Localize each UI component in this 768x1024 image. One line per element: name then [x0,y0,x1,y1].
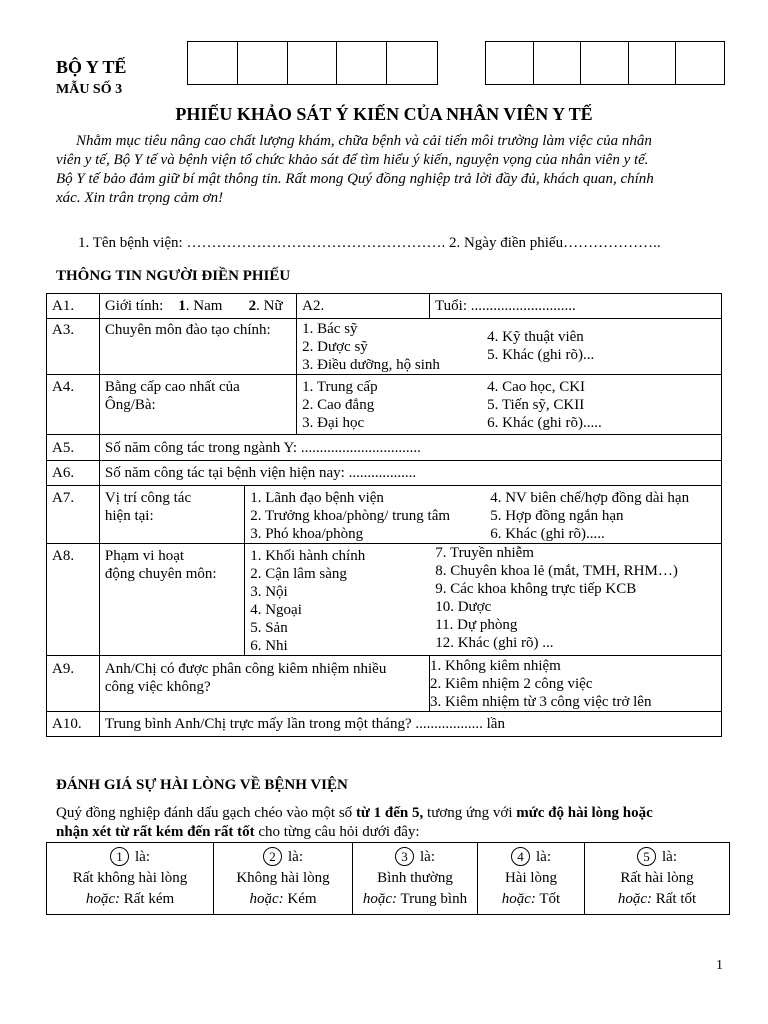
label-line: Vị trí công tác [104,490,192,506]
intro-paragraph [56,132,736,208]
code-a8: A8. [47,544,100,656]
instructions [56,804,736,842]
option[interactable]: 4. Cao học, CKI [487,379,586,395]
a6-field[interactable]: Số năm công tác tại bệnh viện hiện nay: .................. [99,461,721,486]
gender-opt2[interactable]: . Nữ [256,298,283,314]
scale-4 [478,843,585,915]
a7-label [99,486,244,544]
instr-bold: từ 1 đến 5, [355,805,424,821]
scale-alt: Rất tốt [655,891,697,907]
a5-field[interactable]: Số năm công tác trong ngành Y: ................................ [99,435,721,461]
row-a7 [47,486,722,544]
option[interactable]: 3. Nội [250,584,288,600]
option[interactable]: 3. Kiêm nhiệm từ 3 công việc trở lên [430,694,652,710]
scale-or: hoặc: [617,891,652,907]
form-title: PHIẾU KHẢO SÁT Ý KIẾN CỦA NHÂN VIÊN Y TẾ [175,104,593,124]
code-a5: A5. [47,435,100,461]
scale-or: hoặc: [85,891,120,907]
gender-opt1-num: 1 [178,298,186,314]
gender-opt1[interactable]: . Nam [185,298,223,314]
section-title-satisfaction: ĐÁNH GIÁ SỰ HÀI LÒNG VỀ BỆNH VIỆN [56,777,348,793]
scale-alt: Rất kém [123,891,175,907]
row-a10 [47,712,722,737]
option[interactable]: 11. Dự phòng [435,617,518,633]
scale-is: là: [420,849,435,865]
option[interactable]: 1. Lãnh đạo bệnh viện [250,490,384,506]
option[interactable]: 6. Khác (ghi rõ)..... [490,526,605,542]
option[interactable]: 6. Khác (ghi rõ)..... [487,415,602,431]
a9-label [99,656,429,712]
a10-field[interactable]: Trung bình Anh/Chị trực mấy lần trong một tháng? .................. lần [99,712,721,737]
age-field[interactable]: Tuổi: ............................ [430,294,722,319]
a8-label [99,544,244,656]
scale-number-icon: 3 [395,847,414,866]
scale-is: là: [135,849,150,865]
instr-text: cho từng câu hỏi dưới đây: [254,824,420,840]
option[interactable]: 2. Cận lâm sàng [250,566,347,582]
row-a8 [47,544,722,656]
code-a3: A3. [47,319,100,375]
row-a4 [47,375,722,435]
code-a7: A7. [47,486,100,544]
option[interactable]: 5. Khác (ghi rõ)... [487,347,595,363]
scale-alt: Trung bình [400,891,468,907]
scale-label: Bình thường [377,870,453,886]
gender-label: Giới tính: [104,298,164,314]
code-a4: A4. [47,375,100,435]
code-a10: A10. [47,712,100,737]
intro-line: Nhằm mục tiêu nâng cao chất lượng khám, chữa bệnh và cải tiến môi trường làm việc của nhân [76,133,652,149]
row-a3 [47,319,722,375]
a7-options-right[interactable] [490,486,689,543]
instr-text: tương ứng với [423,805,517,821]
option[interactable]: 3. Đại học [302,415,365,431]
instr-text: Quý đồng nghiệp đánh dấu gạch chéo vào một số [56,805,356,821]
scale-or: hoặc: [501,891,536,907]
scale-is: là: [662,849,677,865]
scale-number-icon: 1 [110,847,129,866]
hospital-date-line[interactable]: 1. Tên bệnh viện: ……………………………………………. 2. Ngày điền phiếu……………….. [78,235,661,251]
a7-options-left[interactable] [245,486,490,543]
scale-is: là: [288,849,303,865]
option[interactable]: 2. Dược sỹ [302,339,368,355]
label-line: động chuyên môn: [104,566,217,582]
form-number: MẪU SỐ 3 [56,82,123,97]
scale-5 [585,843,730,915]
org-name: BỘ Y TẾ [56,57,127,77]
info-table [46,293,722,737]
code-a9: A9. [47,656,100,712]
scale-label: Không hài lòng [236,870,330,886]
option[interactable]: 2. Cao đẳng [302,397,375,413]
option[interactable]: 10. Dược [435,599,492,615]
a3-options-left[interactable] [297,319,487,374]
scale-2 [214,843,353,915]
code-a1: A1. [47,294,100,319]
label-line: Anh/Chị có được phân công kiêm nhiệm nhiều [104,661,387,677]
intro-line: xác. Xin trân trọng cảm ơn! [56,190,224,206]
option[interactable]: 5. Sản [250,620,288,636]
section-title-info: THÔNG TIN NGƯỜI ĐIỀN PHIẾU [56,268,291,284]
a4-options-right[interactable] [487,375,602,432]
option[interactable]: 1. Khối hành chính [250,548,366,564]
option[interactable]: 8. Chuyên khoa lẻ (mắt, TMH, RHM…) [435,563,678,579]
a8-options-left[interactable] [245,544,435,655]
scale-number-icon: 2 [263,847,282,866]
scale-label: Rất không hài lòng [72,870,188,886]
instr-bold: nhận xét từ rất kém đến rất tốt [56,824,255,840]
scale-number-icon: 4 [511,847,530,866]
code-boxes-left[interactable] [187,41,438,85]
scale-label: Hài lòng [504,870,558,886]
a9-options[interactable] [430,657,721,711]
code-a6: A6. [47,461,100,486]
a3-label: Chuyên môn đào tạo chính: [99,319,296,375]
row-a6 [47,461,722,486]
option[interactable]: 1. Trung cấp [302,379,378,395]
scale-3 [353,843,478,915]
option[interactable]: 4. Ngoại [250,602,302,618]
option[interactable]: 7. Truyền nhiễm [435,545,534,561]
label-line: hiện tại: [104,508,154,524]
scale-alt: Tốt [539,891,561,907]
row-a5 [47,435,722,461]
a8-options-right[interactable] [435,544,678,655]
scale-or: hoặc: [362,891,398,907]
option[interactable]: 5. Hợp đồng ngắn hạn [490,508,624,524]
intro-line: Bộ Y tế bảo đảm giữ bí mật thông tin. Rất mong Quý đồng nghiệp trả lời đầy đủ, khách quan, chính [56,171,654,187]
option[interactable]: 4. Kỹ thuật viên [487,329,584,345]
option[interactable]: 1. Bác sỹ [302,321,358,337]
scale-alt: Kém [287,891,317,907]
option[interactable]: 2. Trưởng khoa/phòng/ trung tâm [250,508,451,524]
code-a2: A2. [297,294,430,319]
option[interactable]: 3. Phó khoa/phòng [250,526,364,542]
option[interactable]: 5. Tiến sỹ, CKII [487,397,585,413]
scale-or: hoặc: [249,891,284,907]
intro-line: viên y tế, Bộ Y tế và bệnh viện tổ chức khảo sát để tìm hiểu ý kiến, nguyện vọng của nhân viên y tế. [56,152,649,168]
a4-label: Bằng cấp cao nhất của Ông/Bà: [99,375,296,435]
label-line: Phạm vi hoạt [104,548,185,564]
gender-opt2-num: 2 [248,298,257,314]
a3-options-right[interactable] [487,319,594,374]
gender-field[interactable] [99,294,296,319]
option[interactable]: 4. NV biên chế/hợp đồng dài hạn [490,490,690,506]
option[interactable]: 9. Các khoa không trực tiếp KCB [435,581,637,597]
option[interactable]: 6. Nhi [250,638,288,654]
page-number: 1 [716,958,723,973]
option[interactable]: 1. Không kiêm nhiệm [430,658,561,674]
scale-1 [47,843,214,915]
scale-is: là: [536,849,551,865]
instr-bold: mức độ hài lòng hoặc [516,805,653,821]
a4-options-left[interactable] [297,375,487,432]
option[interactable]: 2. Kiêm nhiệm 2 công việc [430,676,593,692]
scale-label: Rất hài lòng [620,870,694,886]
row-a1 [47,294,722,319]
row-a9 [47,656,722,712]
option[interactable]: 3. Điều dưỡng, hộ sinh [302,357,440,373]
code-boxes-right[interactable] [485,41,725,85]
label-line: công việc không? [104,679,211,695]
rating-scale-table [46,842,730,915]
option[interactable]: 12. Khác (ghi rõ) ... [435,635,554,651]
scale-number-icon: 5 [637,847,656,866]
